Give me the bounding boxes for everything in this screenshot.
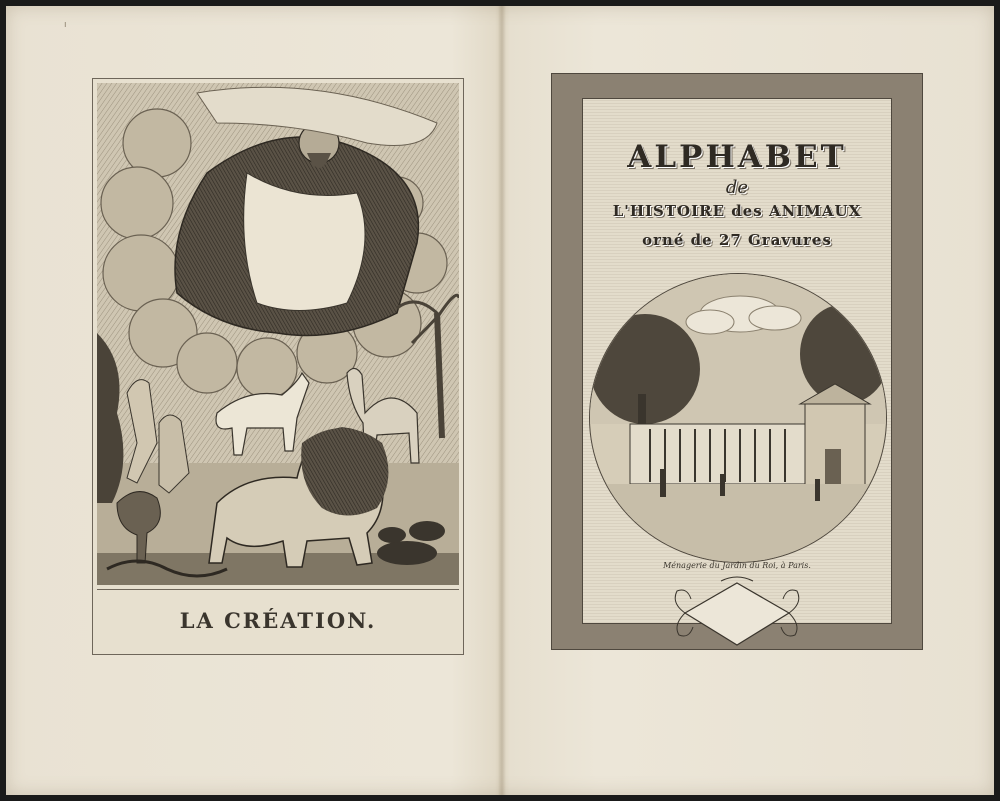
caption-box — [97, 589, 459, 650]
title-line-engravings: orné de 27 Gravures — [642, 231, 832, 249]
title-panel — [582, 98, 892, 624]
vignette-caption: Ménagerie du Jardin du Roi, à Paris. — [663, 561, 811, 570]
cartouche-ornament-icon — [671, 573, 803, 653]
creation-engraving-icon — [97, 83, 459, 585]
book-gutter — [498, 6, 506, 795]
title-line-subject: L'HISTOIRE des ANIMAUX — [612, 202, 862, 220]
page-mark: ı — [64, 20, 67, 30]
book-title: ALPHABET — [627, 139, 847, 175]
menagerie-vignette-icon — [589, 273, 887, 563]
book-spread — [6, 6, 994, 795]
left-plate — [92, 78, 464, 655]
plate-caption: LA CRÉATION. — [179, 607, 377, 633]
title-frame — [551, 73, 923, 650]
title-line-de: de — [725, 177, 749, 198]
